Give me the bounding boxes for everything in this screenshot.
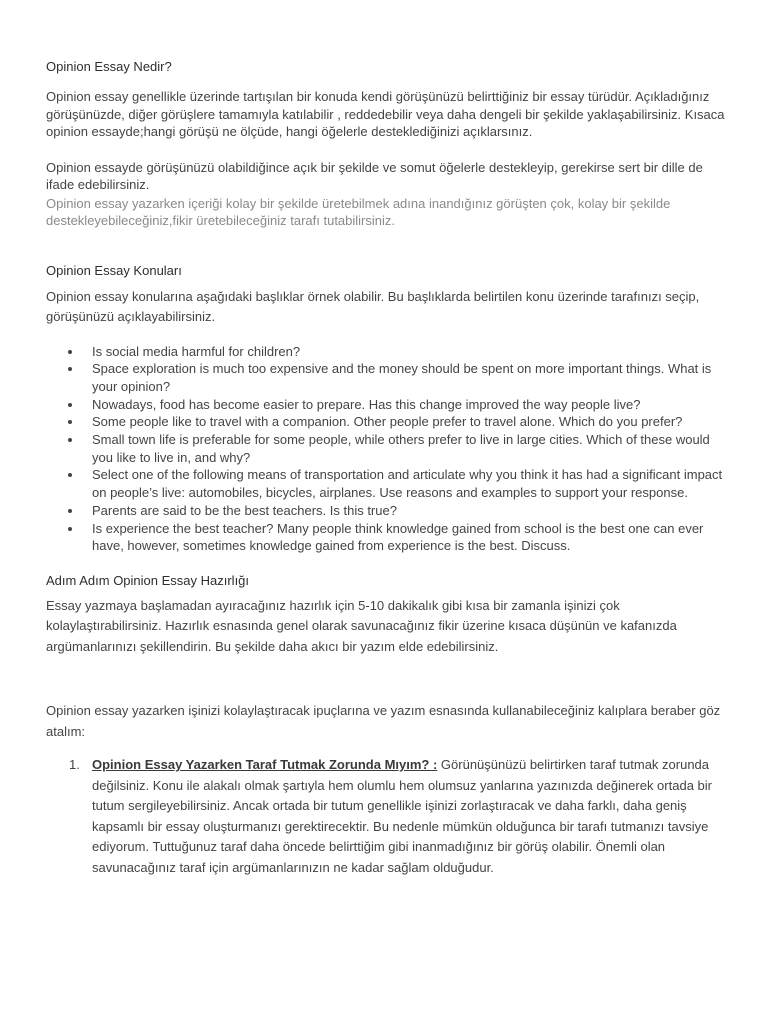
topic-text: Some people like to travel with a companion. Other people prefer to travel alone. Which do you prefer? <box>92 414 683 430</box>
topic-item <box>46 396 726 414</box>
tips-list <box>46 755 726 878</box>
topic-text: Small town life is preferable for some people, while others prefer to live in large cities. Which of these would you like to live in, and why? <box>92 432 710 465</box>
topic-text: Parents are said to be the best teachers. Is this true? <box>92 502 397 518</box>
bullet-icon <box>68 509 72 513</box>
tip-item <box>46 755 726 878</box>
paragraph-topics-intro: Opinion essay konularına aşağıdaki başlıklar örnek olabilir. Bu başlıklarda belirtilen konu üzerinde tarafınızı seçip, görüşünüzü açıklayabilirsiniz. <box>46 288 700 324</box>
section-heading-preparation: Adım Adım Opinion Essay Hazırlığı <box>46 572 250 588</box>
bullet-icon <box>68 367 72 371</box>
bullet-icon <box>68 420 72 424</box>
tip-lead-link[interactable]: Opinion Essay Yazarken Taraf Tutmak Zorunda Mıyım? : <box>92 757 438 773</box>
topic-item <box>46 520 726 555</box>
section-heading-topics: Opinion Essay Konuları <box>46 262 182 278</box>
topic-text: Nowadays, food has become easier to prepare. Has this change improved the way people live? <box>92 396 641 412</box>
paragraph-choose-side: Opinion essay yazarken içeriği kolay bir şekilde üretebilmek adına inandığınız görüşten çok, kolay bir şekilde destekleyebileceğiniz,fikir üretebileceğiniz tarafı tutabilirsiniz. <box>46 195 671 228</box>
document-page <box>46 58 726 878</box>
topic-text: Is experience the best teacher? Many people think knowledge gained from school is the best one can ever have, however, sometimes knowledge gained from experience is the best. Discuss. <box>92 520 704 554</box>
topics-list <box>46 343 726 555</box>
tip-body: Görünüşünüzü belirtirken taraf tutmak zorunda değilsiniz. Konu ile alakalı olmak şartıyla hem olumlu hem olumsuz yanlarına yazınızda değinerek ortada bir tutum sergileyebilirsiniz. Ancak ortada bir tutum genellikle işinizi zorlaştıracak ve daha farklı, daha geniş kapsamlı bir essay oluşturmanızı gerektirecektir. Bu nedenle mümkün olduğunca bir tarafı tutmanızı tavsiye ediyorum. Tuttuğunuz taraf daha öncede belirttiğim gibi inanmadığınız bir görüş olabilir. Önemli olan savunacağınız taraf için argümanlarınızın ne kadar sağlam olduğudur. <box>92 757 712 875</box>
tip-number: 1. <box>69 757 80 773</box>
topic-item <box>46 466 726 501</box>
topic-item <box>46 360 726 395</box>
bullet-icon <box>68 438 72 442</box>
bullet-icon <box>68 350 72 354</box>
topic-text: Space exploration is much too expensive and the money should be spent on more important things. What is your opinion? <box>92 361 712 394</box>
topic-item <box>46 343 726 361</box>
paragraph-tips-intro: Opinion essay yazarken işinizi kolaylaştıracak ipuçlarına ve yazım esnasında kullanabileceğiniz kalıplara beraber göz atalım: <box>46 703 721 739</box>
bullet-icon <box>68 403 72 407</box>
bullet-icon <box>68 527 72 531</box>
section-heading-what-is: Opinion Essay Nedir? <box>46 59 172 74</box>
topic-item <box>46 431 726 466</box>
topic-item <box>46 502 726 520</box>
paragraph-preparation: Essay yazmaya başlamadan ayıracağınız hazırlık için 5-10 dakikalık gibi kısa bir zamanla işinizi çok kolaylaştırabilirsiniz. Hazırlık esnasında genel olarak savunacağınız fikir üzerine kısaca düşünün ve kafanızda argümanlarınızı şekillendirin. Bu şekilde daha akıcı bir yazım elde edebilirsiniz. <box>46 597 677 654</box>
bullet-icon <box>68 473 72 477</box>
topic-text: Select one of the following means of transportation and articulate why you think it has had a significant impact on people’s live: automobiles, bicycles, airplanes. Use reasons and examples to support your response. <box>92 467 723 501</box>
paragraph-definition: Opinion essay genellikle üzerinde tartışılan bir konuda kendi görüşünüzü belirttiğiniz bir essay türüdür. Açıkladığınız görüşünüzde, diğer görüşlere tamamıyla katılabilir , reddedebilir veya daha dengeli bir şekilde yaklaşabilirsiniz. Kısaca opinion essayde;hangi görüşü ne ölçüde, hangi öğelerle desteklediğinizi açıklarsınız. <box>46 89 725 139</box>
topic-text: Is social media harmful for children? <box>92 343 301 359</box>
paragraph-support: Opinion essayde görüşünüzü olabildiğince açık bir şekilde ve somut öğelerle destekleyip, gerekirse sert bir dille de ifade edebilirsiniz. <box>46 159 703 192</box>
topic-item <box>46 413 726 431</box>
